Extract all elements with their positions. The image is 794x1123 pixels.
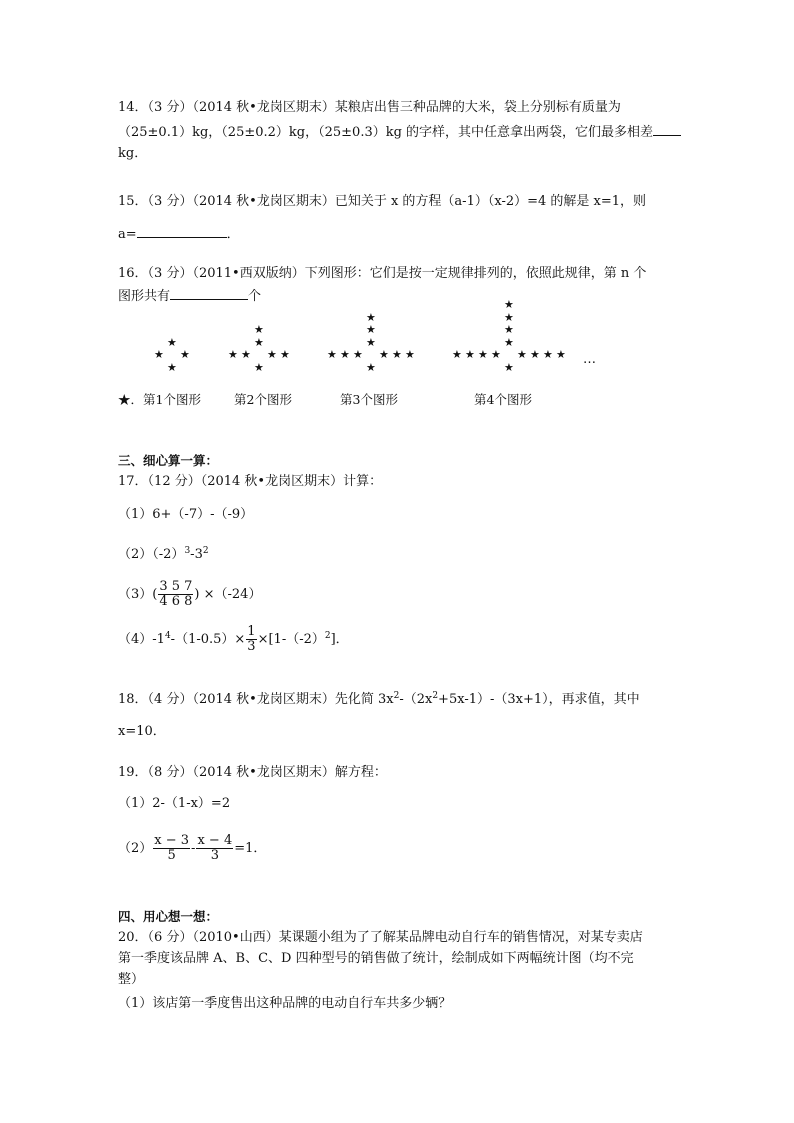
star-icon: ★ xyxy=(167,335,177,349)
q18-text-b: -（2x xyxy=(399,692,433,707)
star-icon: ★ xyxy=(504,298,514,311)
star-icon: ★ xyxy=(254,360,264,374)
star-icon: ★ xyxy=(154,348,164,361)
numerator: x − 3 xyxy=(154,833,190,848)
minus-sign: - xyxy=(191,841,196,856)
q17-p4-bracket: ×[1-（-2） xyxy=(257,632,325,647)
q14-line2 xyxy=(118,123,681,141)
caption-figure-1: ★．第1个图形 xyxy=(118,392,201,407)
exponent: 2 xyxy=(202,546,209,556)
star-icon: ★ xyxy=(465,348,475,361)
star-icon: ★ xyxy=(543,348,553,361)
q14-line1: 14．（3 分）（2014 秋•龙岗区期末）某粮店出售三种品牌的大米，袋上分别标有质量为 xyxy=(118,100,621,115)
exponent: 2 xyxy=(324,631,331,641)
star-icon: ★ xyxy=(241,348,251,361)
q17-stem: 17．（12 分）（2014 秋•龙岗区期末）计算： xyxy=(118,474,383,489)
q19-stem: 19．（8 分）（2014 秋•龙岗区期末）解方程： xyxy=(118,765,387,780)
star-icon: ★ xyxy=(491,348,501,361)
q16-prefix: 图形共有 xyxy=(118,289,171,304)
q19-p2-rhs: =1． xyxy=(234,841,267,856)
star-icon: ★ xyxy=(478,348,488,361)
q17-part4 xyxy=(118,625,349,654)
q15-line2 xyxy=(118,225,240,243)
star-icon: ★ xyxy=(180,348,190,361)
q16-line2 xyxy=(118,287,261,305)
q19-part2 xyxy=(118,834,266,863)
star-icon: ★ xyxy=(366,335,376,349)
q16-suffix: 个 xyxy=(248,289,262,304)
q17-p4-end: ]． xyxy=(330,632,349,647)
q17-part2 xyxy=(118,547,209,563)
star-icon: ★ xyxy=(556,348,566,361)
exponent: 4 xyxy=(164,631,171,641)
caption-figure-2: 第2个图形 xyxy=(234,392,292,407)
star-icon: ★ xyxy=(366,323,376,336)
q18-line1 xyxy=(118,692,640,708)
caption-figure-4: 第4个图形 xyxy=(474,392,532,407)
star-icon: ★ xyxy=(504,310,514,324)
q17-part1: （1）6+（-7）-（-9） xyxy=(118,507,254,522)
star-icon: ★ xyxy=(504,335,514,349)
q17-part3 xyxy=(118,580,261,609)
q20-part1: （1）该店第一季度售出这种品牌的电动自行车共多少辆？ xyxy=(118,996,452,1011)
star-icon: ★ xyxy=(366,310,376,324)
q17-p3-open: （3）( xyxy=(118,587,158,602)
denominator: 3 xyxy=(247,639,256,654)
q14-line2-text: （25±0.1）kg，（25±0.2）kg，（25±0.3）kg 的字样，其中任意拿出两袋，它们最多相差 xyxy=(118,125,654,140)
exponent: 3 xyxy=(184,546,191,556)
star-icon: ★ xyxy=(228,348,238,361)
q20-line2: 第一季度该品牌 A、B、C、D 四种型号的销售做了统计，绘制成如下两幅统计图（均不完 xyxy=(118,951,634,966)
q14-line3: kg． xyxy=(118,146,148,161)
star-icon: ★ xyxy=(517,348,527,361)
q18-text-a: 18．（4 分）（2014 秋•龙岗区期末）先化简 3x xyxy=(118,692,394,707)
q16-line1: 16．（3 分）（2011•西双版纳）下列图形：它们是按一定规律排列的，依照此规律，第 n 个 xyxy=(118,266,647,281)
star-icon: ★ xyxy=(504,323,514,336)
q19-part1: （1）2-（1-x）=2 xyxy=(118,796,231,811)
star-icon: ★ xyxy=(504,360,514,374)
q20-line1: 20．（6 分）（2010•山西）某课题小组为了了解某品牌电动自行车的销售情况，对某专卖店 xyxy=(118,930,643,945)
q17-p2-base: （2）（-2） xyxy=(118,547,185,562)
fraction xyxy=(153,834,190,863)
q19-p2-label: （2） xyxy=(118,841,153,856)
fraction xyxy=(246,625,256,654)
q17-p4-base: （4）-1 xyxy=(118,632,165,647)
q15-prefix: a= xyxy=(118,227,137,242)
q15-suffix: ． xyxy=(226,227,240,242)
caption-figure-3: 第3个图形 xyxy=(340,392,398,407)
fraction xyxy=(196,834,233,863)
q17-p4-mid: -（1-0.5）× xyxy=(170,632,246,647)
ellipsis: … xyxy=(583,352,597,367)
star-icon: ★ xyxy=(254,335,264,349)
exponent: 2 xyxy=(393,691,400,701)
star-icon: ★ xyxy=(254,323,264,336)
answer-blank xyxy=(170,287,248,300)
numerator: x − 4 xyxy=(197,833,233,848)
star-icon: ★ xyxy=(530,348,540,361)
q17-p3-close: ) ×（-24） xyxy=(194,587,262,602)
denominator: 5 xyxy=(167,848,176,863)
answer-blank xyxy=(653,123,681,136)
section-3-title: 三、细心算一算： xyxy=(118,453,219,468)
star-icon: ★ xyxy=(452,348,462,361)
star-icon: ★ xyxy=(167,360,177,374)
answer-blank xyxy=(137,225,227,238)
q18-line2: x=10． xyxy=(118,724,166,739)
exponent: 2 xyxy=(432,691,439,701)
star-icon: ★ xyxy=(267,348,277,361)
star-icon: ★ xyxy=(379,348,389,361)
star-icon: ★ xyxy=(280,348,290,361)
star-icon: ★ xyxy=(327,348,337,361)
q17-p2-rest: -3 xyxy=(190,547,203,562)
denominator: 3 xyxy=(210,848,219,863)
q18-text-c: +5x-1）-（3x+1），再求值，其中 xyxy=(438,692,640,707)
star-icon: ★ xyxy=(340,348,350,361)
star-icon: ★ xyxy=(366,360,376,374)
star-icon: ★ xyxy=(392,348,402,361)
numerator: 3 5 7 xyxy=(159,579,193,594)
denominator: 4 6 8 xyxy=(159,594,193,609)
star-icon: ★ xyxy=(353,348,363,361)
q15-line1: 15．（3 分）（2014 秋•龙岗区期末）已知关于 x 的方程（a-1）（x-2）=4 的解是 x=1，则 xyxy=(118,194,647,209)
star-icon: ★ xyxy=(405,348,415,361)
fraction xyxy=(158,580,193,609)
numerator: 1 xyxy=(247,624,256,639)
q20-line3: 整） xyxy=(118,972,145,987)
section-4-title: 四、用心想一想： xyxy=(118,909,219,924)
